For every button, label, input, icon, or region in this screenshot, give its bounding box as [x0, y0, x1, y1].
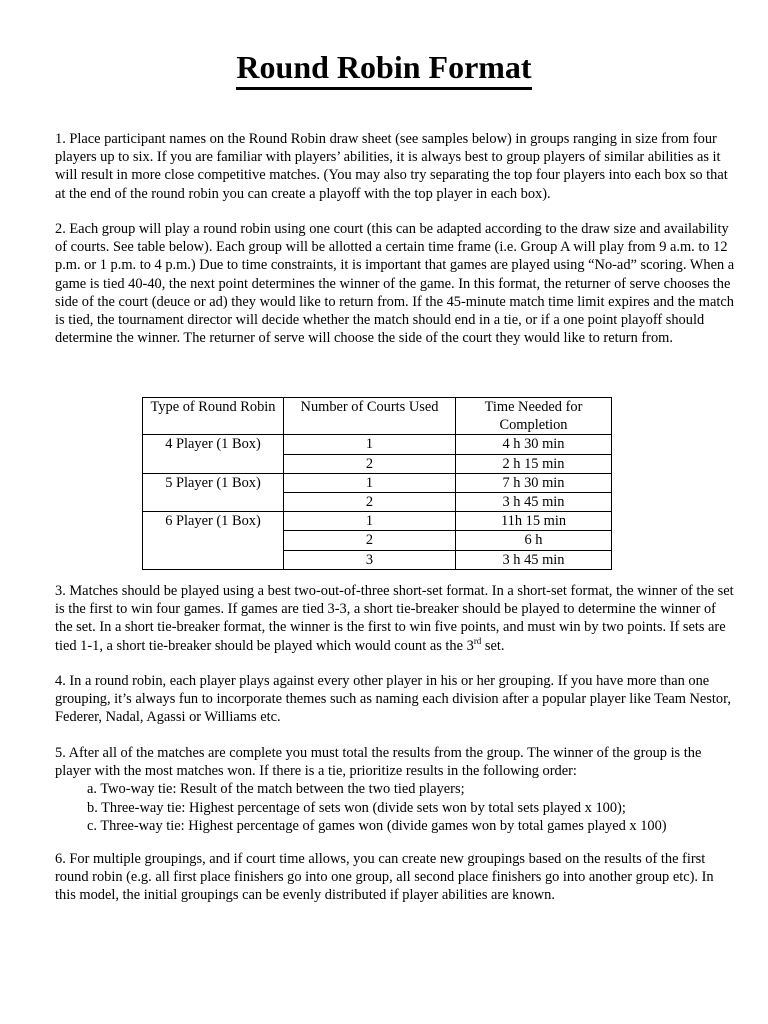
- time-cell: 3 h 45 min: [456, 550, 612, 569]
- paragraph-1: 1. Place participant names on the Round Robin draw sheet (see samples below) in groups ranging in size from four players up to six. If you are familiar with players’ abilities, it is always best to group players of similar abilities as it will result in more close competitive matches. (You may also try separating the top four players into each box so that at the end of the round robin you can create a playoff with the top player in each box).: [55, 131, 728, 202]
- document-title-wrapper: [0, 48, 768, 90]
- tie-rule-item: c. Three-way tie: Highest percentage of games won (divide games won by total games played x 100): [87, 817, 667, 834]
- type-cell: 5 Player (1 Box): [143, 473, 284, 511]
- time-cell: 6 h: [456, 531, 612, 550]
- paragraph-2: 2. Each group will play a round robin using one court (this can be adapted according to the draw size and availability of courts. See table below). Each group will be allotted a certain time frame (i.e. Group A will play from 9 a.m. to 12 p.m. or 1 p.m. to 4 p.m.) Due to time constraints, it is important that games are played using “No-ad” scoring. When a game is tied 40-40, the next point determines the winner of the game. In this format, the returner of serve chooses the side of the court (deuce or ad) they would like to return from. If the 45-minute match time limit expires and the match is tied, the tournament director will decide whether the match should end in a tie, or if a one point playoff should determine the winner. The returner of serve will choose the side of the court they would like to return from.: [55, 221, 735, 347]
- time-cell: 4 h 30 min: [456, 435, 612, 454]
- table-header-row: [143, 398, 612, 435]
- tie-rule-item: a. Two-way tie: Result of the match between the two tied players;: [87, 781, 465, 798]
- type-cell: 6 Player (1 Box): [143, 512, 284, 570]
- courts-cell: 3: [284, 550, 456, 569]
- paragraph-4: 4. In a round robin, each player plays against every other player in his or her grouping. If you have more than one grouping, it’s always fun to incorporate themes such as naming each division after a popular player like Team Nestor, Federer, Nadal, Agassi or Williams etc.: [55, 673, 731, 726]
- table-row: [143, 435, 612, 454]
- courts-cell: 2: [284, 493, 456, 512]
- header-courts: Number of Courts Used: [284, 398, 456, 435]
- round-robin-table: [142, 397, 612, 570]
- time-cell: 3 h 45 min: [456, 493, 612, 512]
- courts-cell: 1: [284, 473, 456, 492]
- courts-cell: 1: [284, 512, 456, 531]
- courts-cell: 1: [284, 435, 456, 454]
- courts-cell: 2: [284, 531, 456, 550]
- paragraph-3-end: set.: [481, 637, 505, 654]
- header-time: Time Needed for Completion: [456, 398, 612, 435]
- header-type: Type of Round Robin: [143, 398, 284, 435]
- paragraph-3-superscript: rd: [473, 635, 482, 646]
- paragraph-5: [55, 744, 735, 835]
- table-row: [143, 473, 612, 492]
- paragraph-5-intro: 5. After all of the matches are complete you must total the results from the group. The winner of the group is the player with the most matches won. If there is a tie, prioritize results in the following order:: [55, 745, 702, 780]
- document-title: Round Robin Format: [236, 48, 531, 90]
- paragraph-3: [55, 582, 735, 655]
- tie-rule-item: b. Three-way tie: Highest percentage of sets won (divide sets won by total sets played x 100);: [87, 799, 626, 816]
- type-cell: 4 Player (1 Box): [143, 435, 284, 473]
- paragraph-3-text: 3. Matches should be played using a best two-out-of-three short-set format. In a short-set format, the winner of the set is the first to win four games. If games are tied 3-3, a short tie-breaker should be played to determine the winner of the set. In a short tie-breaker format, the winner is the first to win five points, and must win by two points. If sets are tied 1-1, a short tie-breaker should be played which would count as the 3: [55, 583, 734, 654]
- paragraph-6: 6. For multiple groupings, and if court time allows, you can create new groupings based on the results of the first round robin (e.g. all first place finishers go into one group, all second place finishers go into another group etc). In this model, the initial groupings can be evenly distributed if player abilities are known.: [55, 851, 714, 904]
- courts-cell: 2: [284, 454, 456, 473]
- time-cell: 11h 15 min: [456, 512, 612, 531]
- time-cell: 2 h 15 min: [456, 454, 612, 473]
- table-row: [143, 512, 612, 531]
- time-cell: 7 h 30 min: [456, 473, 612, 492]
